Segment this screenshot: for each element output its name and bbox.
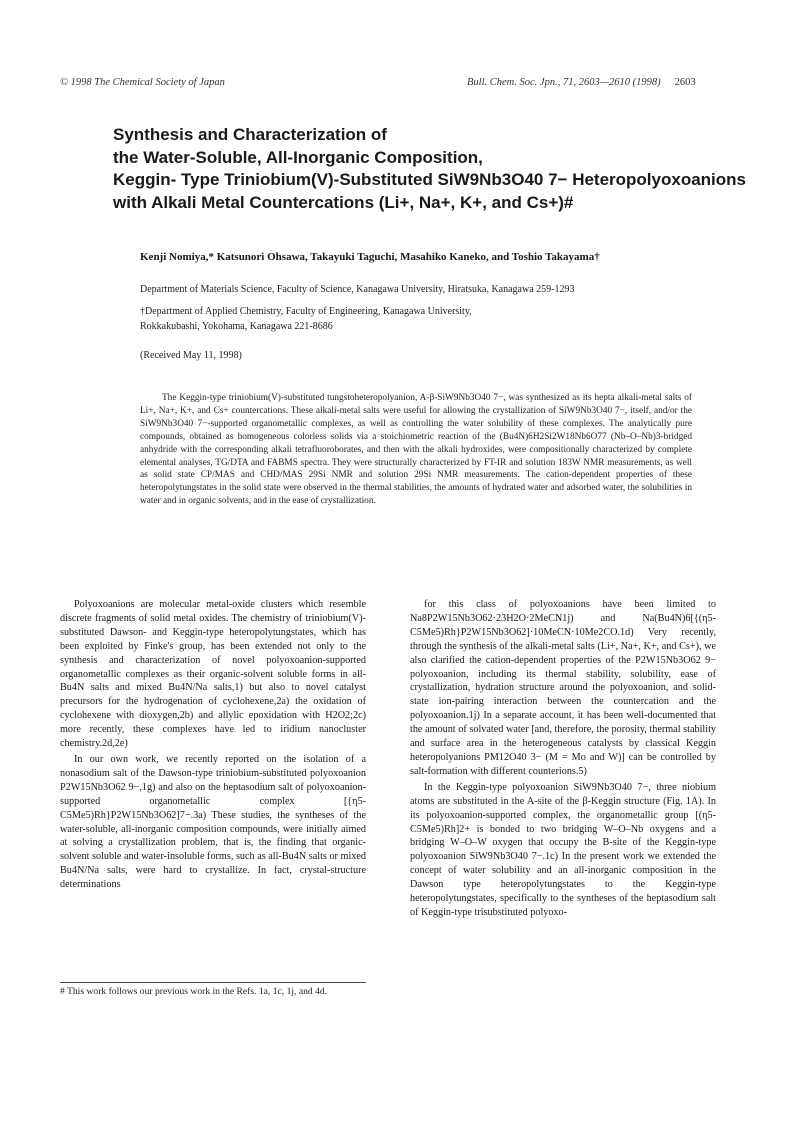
received-date: (Received May 11, 1998) (140, 350, 242, 361)
affiliation-1: Department of Materials Science, Faculty of Science, Kanagawa University, Hiratsuka, Kanagawa 259-1293 (140, 284, 575, 295)
title-line-3: Keggin- Type Triniobium(V)-Substituted SiW9Nb3O40 7− Heteropolyoxoanions (113, 170, 746, 189)
footnote-divider (60, 982, 366, 983)
running-header-copyright: © 1998 The Chemical Society of Japan (60, 77, 225, 88)
body-paragraph: Polyoxoanions are molecular metal-oxide clusters which resemble discrete fragments of solid metal oxides. The chemistry of triniobium(V)-substituted Dawson- and Keggin-type heteropolytungstates, which has been exploited by Finke's group, has been extended not only to the synthesis and characterization of novel polyoxoanion-supported organometallic complexes as their organic-solvent soluble forms in all-Bu4N salts and mixed Bu4N/Na salts,1) but also to novel catalyst precursors for the hydrogenation of cyclohexene,2a) the oxidation of cyclohexene with dioxygen,2b) and allylic epoxidation with H2O2;2c) more recently, these complexes have led to iridium nanocluster chemistry.2d,2e) (60, 599, 366, 750)
author-list: Kenji Nomiya,* Katsunori Ohsawa, Takayuki Taguchi, Masahiko Kaneko, and Toshio Takayama† (140, 251, 600, 263)
page-number: 2603 (674, 77, 696, 88)
title-line-1: Synthesis and Characterization of (113, 125, 387, 144)
paper-title (113, 124, 753, 214)
affiliation-2: †Department of Applied Chemistry, Faculty of Engineering, Kanagawa University, (140, 306, 472, 317)
title-line-4: with Alkali Metal Countercations (Li+, Na+, K+, and Cs+)# (113, 192, 574, 212)
footnote: # This work follows our previous work in the Refs. 1a, 1c, 1j, and 4d. (60, 986, 328, 997)
running-header-citation (467, 77, 696, 88)
body-paragraph: for this class of polyoxoanions have been limited to Na8P2W15Nb3O62·23H2O·2MeCN1j) and Na(Bu4N)6[{(η5-C5Me5)Rh}P2W15Nb3O62]·10MeCN·10Me2CO.1d) Very recently, through the synthesis of the alkali-metal salts (Li+, Na+, K+, and Cs+), we also clarified the cation-dependent properties of the P2W15Nb3O62 9− polyoxoanion, including its thermal stability, solubility, ease of crystallization, hydration structure around the polyoxoanion, and solid-state ion-pairing interaction between the countercation and the polyoxoanion.1j) In a separate account, it has been well-documented that the amount of solvated water [and, therefore, the porosity, thermal stability and surface area in the heterogeneous catalysts by classical Keggin heteropolyanions PM12O40 3− (M = Mo and W)] can be controlled by salt-formation with different counterions.5) (410, 599, 716, 777)
journal-citation: Bull. Chem. Soc. Jpn., 71, 2603—2610 (1998) (467, 77, 661, 88)
body-paragraph: In our own work, we recently reported on the isolation of a nonasodium salt of the Dawson-type triniobium-substituted polyoxoanion P2W15Nb3O62 9−,1g) and also on the heptasodium salt of polyoxoanion-supported organometallic complex [{η5-C5Me5)Rh}P2W15Nb3O62]7−.3a) These studies, the syntheses of the water-soluble, all-inorganic composition compounds, were initially aimed at solving a crystallization problem, that is, the finding that organic-solvent soluble and water-insoluble forms, such as all-Bu4N salts or mixed Bu4N/Na salts, were hard to crystallize. In fact, crystal-structure determinations (60, 753, 366, 891)
abstract-text: The Keggin-type triniobium(V)-substituted tungstoheteropolyanion, A-β-SiW9Nb3O40 7−, was synthesized as its hepta alkali-metal salts of Li+, Na+, K+, and Cs+ countercations. These alkali-metal salts were useful for allowing the crystallization of SiW9Nb3O40 7−, itself, and/or the SiW9Nb3O40 7−-supported organometallic complexes, as well as controlling the water solubility of these complexes. The analytically pure compounds, obtained as homogeneous colorless solids via a stoichiometric reaction of the (Bu4N)6H2Si2W18Nb6O77 (Nb–O–Nb)3-bridged anhydride with the corresponding alkali tetrafluoroborates, and then with the alkali hydroxides, were compositionally characterized by complete elemental analyses, TG/DTA and FABMS spectra. They were structurally characterized by FT-IR and solution 183W NMR measurements, as well as solid state CP/MAS and CHD/MAS 29Si NMR and solution 29Si NMR measurements. The cation-dependent properties of these heteropolytungstates in the solid state were observed in the thermal stabilities, the amounts of hydrated water and adsorbed water, the solubilities in water and in organic solvents, and in the ease of crystallization. (140, 393, 692, 507)
title-line-2: the Water-Soluble, All-Inorganic Composition, (113, 147, 483, 167)
body-paragraph: In the Keggin-type polyoxoanion SiW9Nb3O40 7−, three niobium atoms are substituted in the A-site of the β-Keggin structure (Fig. 1A). In its polyoxoanion-supported complex, the organometallic group [(η5-C5Me5)Rh]2+ is bonded to two bridging W–O–Nb oxygens and a bridging W–O–W oxygen that occupy the B-site of the Keggin-type polyoxoanion SiW9Nb3O40 7−.1c) In the present work we extended the concept of water solubility and an all-inorganic composition in the Dawson type heteropolytungstates to the Keggin-type heteropolytungstates, specifically to the syntheses of the heptasodium salt of Keggin-type trisubstituted polyoxo- (410, 781, 716, 918)
body-column-right (410, 598, 716, 920)
abstract (140, 392, 692, 508)
affiliation-2-address: Rokkakubashi, Yokohama, Kanagawa 221-8686 (140, 321, 333, 332)
body-column-left (60, 598, 366, 892)
